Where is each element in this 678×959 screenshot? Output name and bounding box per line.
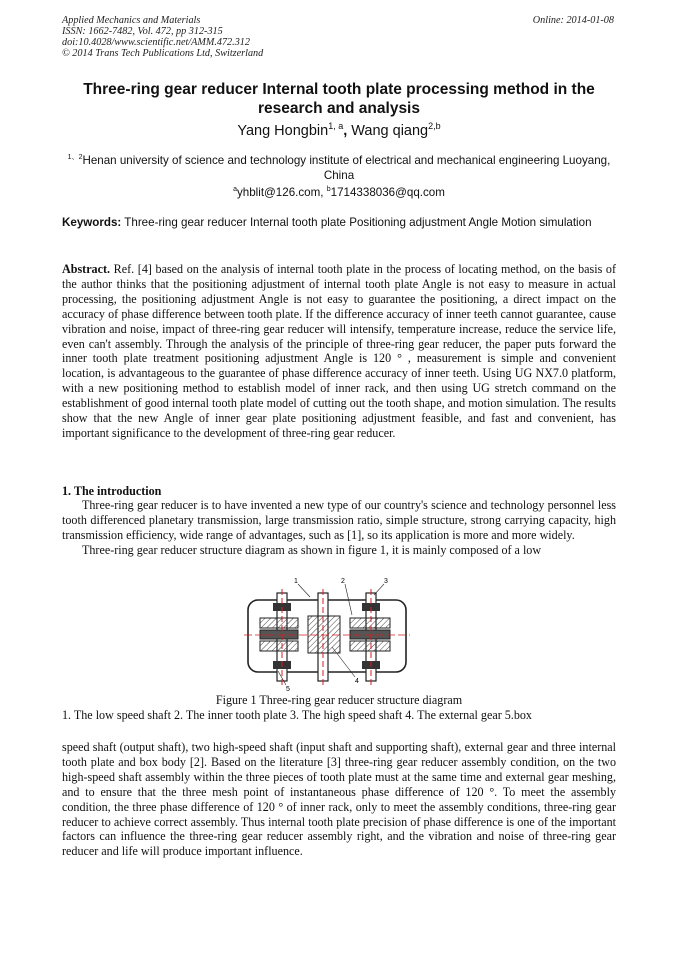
online-date: Online: 2014-01-08 <box>532 15 614 26</box>
reducer-structure-diagram <box>240 575 415 693</box>
paragraph: Three-ring gear reducer is to have invented a new type of our country's science and technology personnel less tooth differenced planetary transmission, large transmission ratio, simple structure, strong carrying capacity, high transmission efficiency, wide range of advantages, such as [1], so its application is more and more widely. <box>62 498 616 542</box>
doi-line: doi:10.4028/www.scientific.net/AMM.472.312 <box>62 37 250 48</box>
figure-label: 2 <box>341 578 345 585</box>
introduction <box>62 498 616 558</box>
author-superscript: 1, a <box>328 121 344 131</box>
abstract-text: Ref. [4] based on the analysis of internal tooth plate in the process of locating method, on the basis of the author thinks that the positioning adjustment of internal tooth plate Angle is not easy to measure in actual processing, the positioning adjustment Angle is not easy to guarantee the positioning, a direct impact on the accuracy of phase difference between tooth plate. If the difference accuracy of inner teeth cannot guarantee, cause vibration and noise, impact of three-ring gear reducer will intensify, temperature increase, reduce the service life, even can't assembly. Through the analysis of the principle of three-ring gear reducer, the paper puts forward the inner tooth plate treatment positioning adjustment Angle is 120 ° , measurement is simple and convenient location, is advantageous to the guarantee of phase difference accuracy of inner teeth. Using UG NX7.0 platform, with a new positioning method to establish model of inner rack, and then using UG stretch command on the establishment of good internal tooth plate model of cutting out the tooth shape, and motion simulation. The results show that the new Angle of inner gear plate positioning adjustment feasible, and fast and convenient, has important significance to the development of three-ring gear reducer. <box>62 262 616 440</box>
paragraph: speed shaft (output shaft), two high-speed shaft (input shaft and supporting shaft), external gear and three internal tooth plate and box body [2]. Based on the literature [3] three-ring gear reducer assembly condition, on the two high-speed shaft assembly within the three pieces of tooth plate must at the same time and external gear meshing, and to ensure that the three mesh point of instantaneous phase difference of 120 °. To meet the assembly condition, the three phase difference of 120 ° of inner rack, only to meet the assembly conditions, three-ring gear reducer to achieve correct assembly. Thus internal tooth plate precision of phase difference is one of the important factors can influence the three-ring gear reducer assembly right, and the vibration and noise of three-ring gear reducer and life will produce important influence. <box>62 740 616 859</box>
figure-label: 1 <box>294 578 298 585</box>
label-leader <box>374 584 384 595</box>
tooth-plate <box>350 641 390 651</box>
author-separator: , <box>343 122 352 139</box>
author-superscript: 2,b <box>428 121 441 131</box>
tooth-plate <box>350 630 390 639</box>
paper-title: Three-ring gear reducer Internal tooth plate processing method in the research and analysis <box>83 81 595 117</box>
tooth-plate <box>260 641 298 651</box>
email-address: 1714338036@qq.com <box>330 186 445 199</box>
figure-label: 5 <box>286 686 290 693</box>
copyright-line: © 2014 Trans Tech Publications Ltd, Switzerland <box>62 48 264 59</box>
continuation-paragraph <box>62 740 616 859</box>
paragraph: Three-ring gear reducer structure diagram as shown in figure 1, it is mainly composed of a low <box>82 542 542 557</box>
author-name: Yang Hongbin <box>237 122 329 139</box>
label-leader <box>298 584 310 597</box>
tooth-plate <box>350 618 390 628</box>
journal-name: Applied Mechanics and Materials <box>62 15 201 26</box>
keywords <box>62 215 616 230</box>
tooth-plate <box>260 618 298 628</box>
figure-label: 4 <box>355 678 359 685</box>
affiliation-superscript: 1、2 <box>67 154 83 161</box>
email-superscript: b <box>326 186 331 194</box>
figure-legend: 1. The low speed shaft 2. The inner tooth plate 3. The high speed shaft 4. The external gear 5.box <box>62 708 532 722</box>
email-line <box>60 186 618 199</box>
affiliation <box>60 150 618 183</box>
author-name: Wang qiang <box>351 122 429 139</box>
tooth-plate <box>260 630 298 639</box>
keywords-label: Keywords: <box>62 216 122 229</box>
author-line <box>60 121 618 139</box>
abstract-label: Abstract. <box>62 262 111 276</box>
email-separator: , <box>320 186 327 199</box>
section-heading: 1. The introduction <box>62 484 162 498</box>
abstract <box>62 262 616 441</box>
figure-caption: Figure 1 Three-ring gear reducer structure diagram <box>215 693 463 707</box>
keywords-text: Three-ring gear reducer Internal tooth plate Positioning adjustment Angle Motion simulation <box>121 216 592 229</box>
email-address: yhblit@126.com <box>236 186 321 199</box>
figure-label: 3 <box>384 578 388 585</box>
email-superscript: a <box>233 186 237 194</box>
affiliation-text: Henan university of science and technology institute of electrical and mechanical engineering Luoyang, China <box>82 153 611 182</box>
issn-line: ISSN: 1662-7482, Vol. 472, pp 312-315 <box>62 26 223 37</box>
external-gear <box>308 616 340 653</box>
